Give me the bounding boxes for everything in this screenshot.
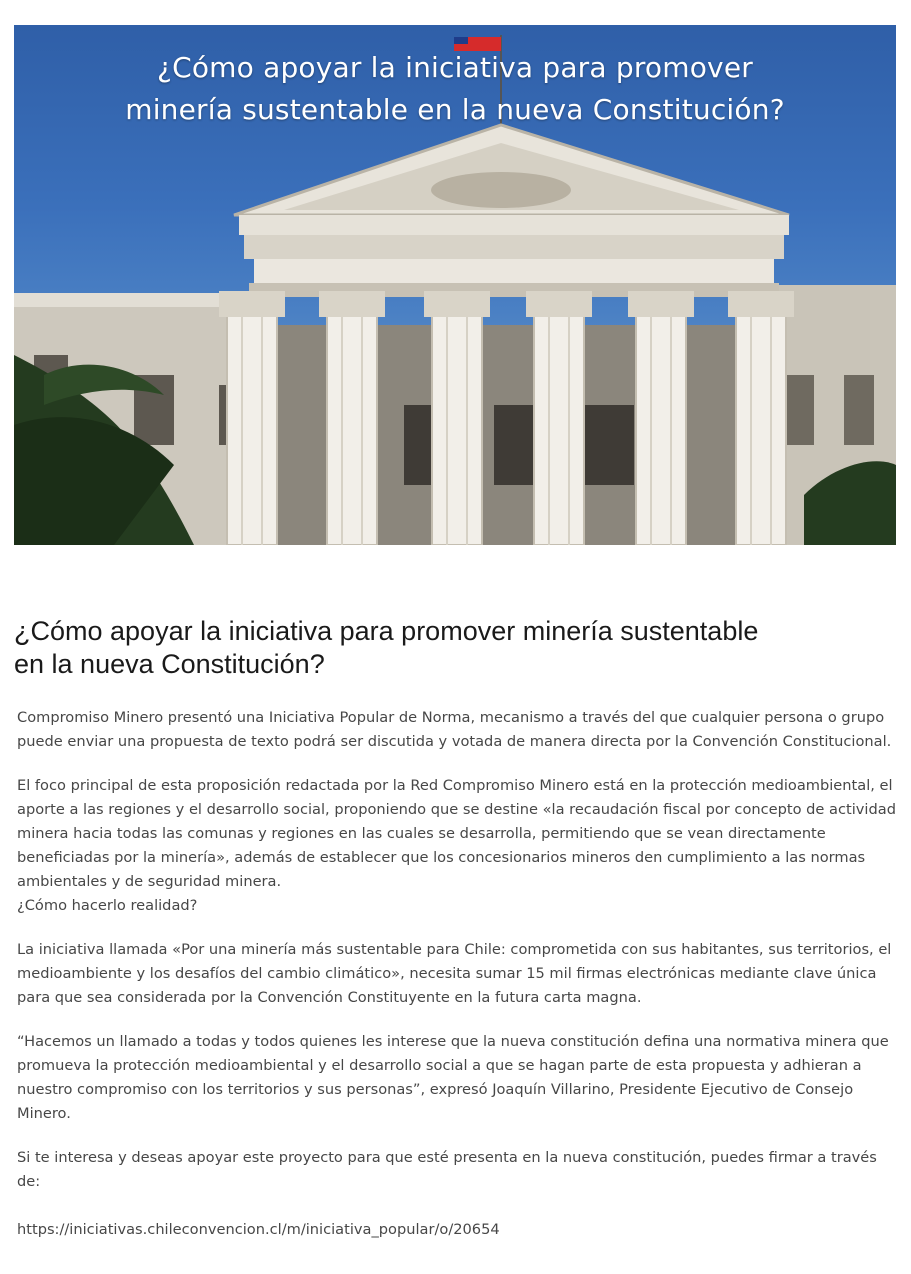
initiative-link[interactable]: https://iniciativas.chileconvencion.cl/m/iniciativa_popular/o/20654 [17, 1221, 500, 1238]
subheading-how: ¿Cómo hacerlo realidad? [17, 897, 198, 914]
article-title: ¿Cómo apoyar la iniciativa para promover minería sustentable en la nueva Constitución? [14, 616, 759, 679]
hero-title [14, 47, 896, 131]
hero-title-line-2: minería sustentable en la nueva Constitución? [125, 93, 785, 126]
article-body [17, 706, 901, 1262]
hero-image [14, 25, 896, 545]
paragraph-quote: “Hacemos un llamado a todas y todos quienes les interese que la nueva constitución defina una normativa minera que promueva la protección medioambiental y el desarrollo social a que se hagan parte de esta propuesta y adhieran a nuestro compromiso con los territorios y sus personas”, expresó Joaquín Villarino, Presidente Ejecutivo de Consejo Minero. [17, 1033, 889, 1122]
hero-title-line-1: ¿Cómo apoyar la iniciativa para promover [157, 51, 753, 84]
paragraph-sign: Si te interesa y deseas apoyar este proyecto para que esté presenta en la nueva constitución, puedes firmar a través de: [17, 1149, 877, 1190]
paragraph-focus: El foco principal de esta proposición redactada por la Red Compromiso Minero está en la protección medioambiental, el aporte a las regiones y el desarrollo social, proponiendo que se destine «la recaudación fiscal por concepto de actividad minera hacia todas las comunas y regiones en las cuales se desarrolla, permitiendo que se vean directamente beneficiadas por la minería», además de establecer que los concesionarios mineros den cumplimiento a las normas ambientales y de seguridad minera. [17, 777, 896, 890]
paragraph-intro: Compromiso Minero presentó una Iniciativa Popular de Norma, mecanismo a través del que cualquier persona o grupo puede enviar una propuesta de texto podrá ser discutida y votada de manera directa por la Convención Constitucional. [17, 709, 892, 750]
paragraph-initiative: La iniciativa llamada «Por una minería más sustentable para Chile: comprometida con sus habitantes, sus territorios, el medioambiente y los desafíos del cambio climático», necesita sumar 15 mil firmas electrónicas mediante clave única para que sea considerada por la Convención Constituyente en la futura carta magna. [17, 941, 892, 1006]
